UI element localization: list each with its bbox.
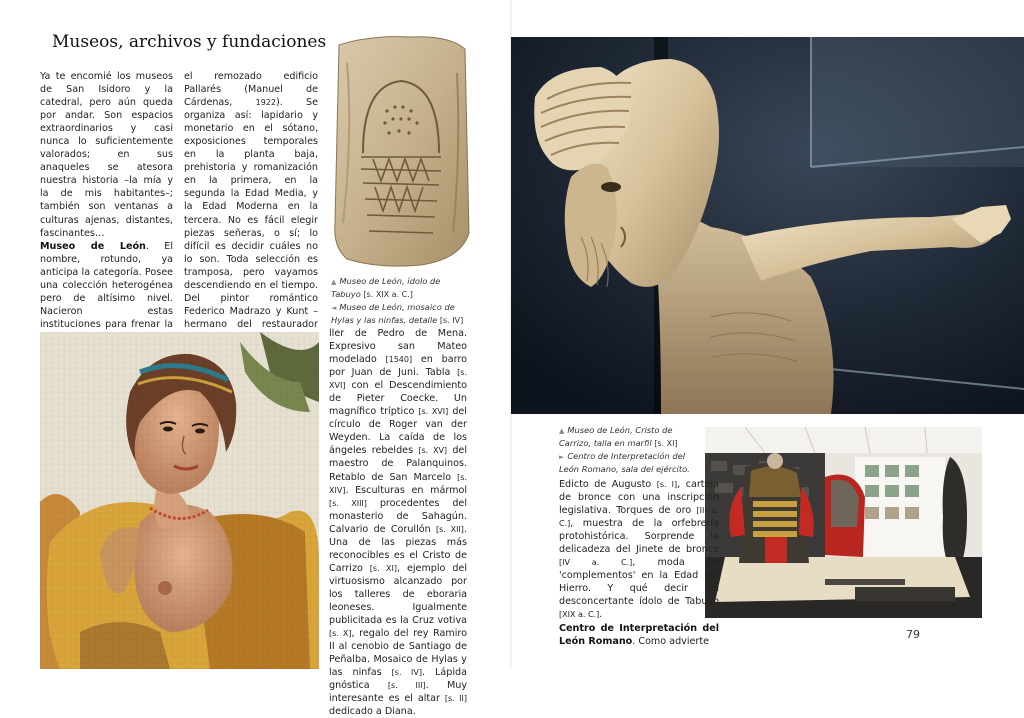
date-run: [s. XIV] [329,472,467,495]
text-run: , muestra de la orfebrería protohistórica. Sorprende la delicadeza del Jinete de bronce [559,518,719,556]
text-run: , ejemplo del virtuosismo alcanzado por los talleres de eboraria leoneses. Igualmente publicitada es la Cruz votiva [329,562,468,627]
date-run: [XIX a. C.] [559,610,600,620]
date-run: [s. XVI] [329,368,467,391]
text-run: , regalo del rey Ramiro II al cenobio de Santiago de Peñalba. Mosaico de Hylas y las ninfas [329,628,468,679]
text-run: , cartela de bronce con una inscripción legislativa. Torques de oro [559,479,719,517]
text-run: ). Se organiza así: lapidario y monetario en el sótano, exposiciones temporales en la planta baja, prehistoria y romanización en la primera, en la segunda la Edad Media, y la Edad Moderna en la tercera. No es fácil elegir piezas señeras, o sí; lo difícil es decidir cuáles no lo son. Toda selección es tramposa, pero vayamos descendiendo en el tiempo. Del pintor romántico Federico Madrazo y Kunt –hermano del restaurador [184,97,318,330]
text-run: , moda de 'complementos' en la Edad del Hierro. Y qué decir del desconcertante ídolo de Tabuyo [559,557,719,608]
idol-caption [331,275,471,327]
text-run: . Como advierte [632,635,710,647]
text-run: del círculo de Roger van der Weyden. La caída de los ángeles rebeldes [329,406,467,457]
caption-text: Museo de León, ídolo de Tabuyo [331,276,441,299]
text-run: . Lápida gnóstica [329,667,467,692]
date-run: [s. III] [387,681,426,691]
centro-caption-line [559,450,699,475]
caption-date: [s. IV] [439,316,464,325]
intro-paragraph: Ya te encomié los museos de San Isidoro y la catedral, pero aún queda por andar. Son espacios extraordinarios y casi nunca lo suficientemente valorados; en sus anaqueles se atesora nuestra historia –la mía y la de mis habitantes–; también son ventanas a culturas ajenas, distantes, fascinantes… [40,71,173,239]
date-run: [s. XV] [418,446,448,456]
text-run: . Muy interesante es el altar [329,680,467,705]
date-run: [s. IV] [391,668,422,678]
date-run: [IV a. C.] [559,558,633,568]
mosaic-caption-line [331,301,471,327]
left-arrow-icon: ◄ [331,304,337,312]
right-arrow-icon: ► [559,453,565,461]
text-run: . [599,609,603,621]
museo-leon-heading: Museo de León [40,240,146,252]
caption-text: Centro de Interpretación del León Romano, sala del ejército. [559,451,690,474]
caption-text: Museo de León, mosaico de Hylas y las ninfas, detalle [331,302,455,325]
centro-heading: Centro de Interpretación del León Romano [559,622,719,647]
caption-date: [s. XI] [654,439,678,448]
mosaico-hylas-image [40,332,319,669]
cristo-caption-line [559,424,699,450]
text-run: procedentes del monasterio de Sahagún. Calvario de Corullón [329,497,467,535]
date-run: [s. X] [329,629,352,639]
museo-text: . El nombre, rotundo, ya anticipa la categoría. Posee una colección heterogénea pero de altísimo nivel. Nacieron estas instituciones para frenar la [40,240,173,330]
page-title: Museos, archivos y fundaciones [52,32,327,52]
caption-date: [s. XIX a. C.] [363,290,413,299]
date-run: [s. II] [444,694,467,704]
text-column-3 [329,327,467,718]
text-run: en barro por Juan de Juni. Tabla [329,354,467,379]
date-run: [s. XIII] [329,498,367,508]
text-run: . Esculturas en mármol [345,484,467,496]
date-run: [s. XII] [436,524,464,534]
text-column-4 [559,478,719,648]
idolo-tabuyo-image [329,33,471,269]
caption-text: Museo de León, Cristo de Carrizo, talla en marfil [559,425,673,448]
text-run: dedicado a Diana. [329,706,416,718]
text-run: el remozado edificio Pallarés (Manuel de Cárdenas, [184,71,318,109]
column-4-paragraph [559,478,719,622]
date-run: [1540] [385,355,413,365]
text-run: del maestro de Palanquinos. Retablo de San Marcelo [329,445,468,483]
date-run: [s. XI] [369,563,398,573]
text-run: con el Descendimiento de Pieter Coecke. Un magnífico tríptico [329,380,467,418]
date-run: [s. XVI] [418,407,449,417]
centro-paragraph [559,622,719,648]
text-run: ller de Pedro de Mena. Expresivo san Mateo modelado [329,328,467,366]
date-run: [s. I] [656,480,678,489]
date-run: [III a. C.] [559,506,719,529]
centro-interpretacion-image [705,427,982,618]
page-number: 79 [906,628,920,641]
idol-caption-line [331,275,471,301]
text-run: . Una de las piezas más reconocibles es el Cristo de Carrizo [329,523,467,574]
date-run: 1922 [255,98,276,108]
cristo-carrizo-image [511,37,1024,414]
cristo-caption [559,424,699,475]
up-arrow-icon: ▲ [331,278,337,286]
up-arrow-icon: ▲ [559,427,565,435]
text-run: Edicto de Augusto [559,479,657,490]
column-3-paragraph [329,327,467,718]
